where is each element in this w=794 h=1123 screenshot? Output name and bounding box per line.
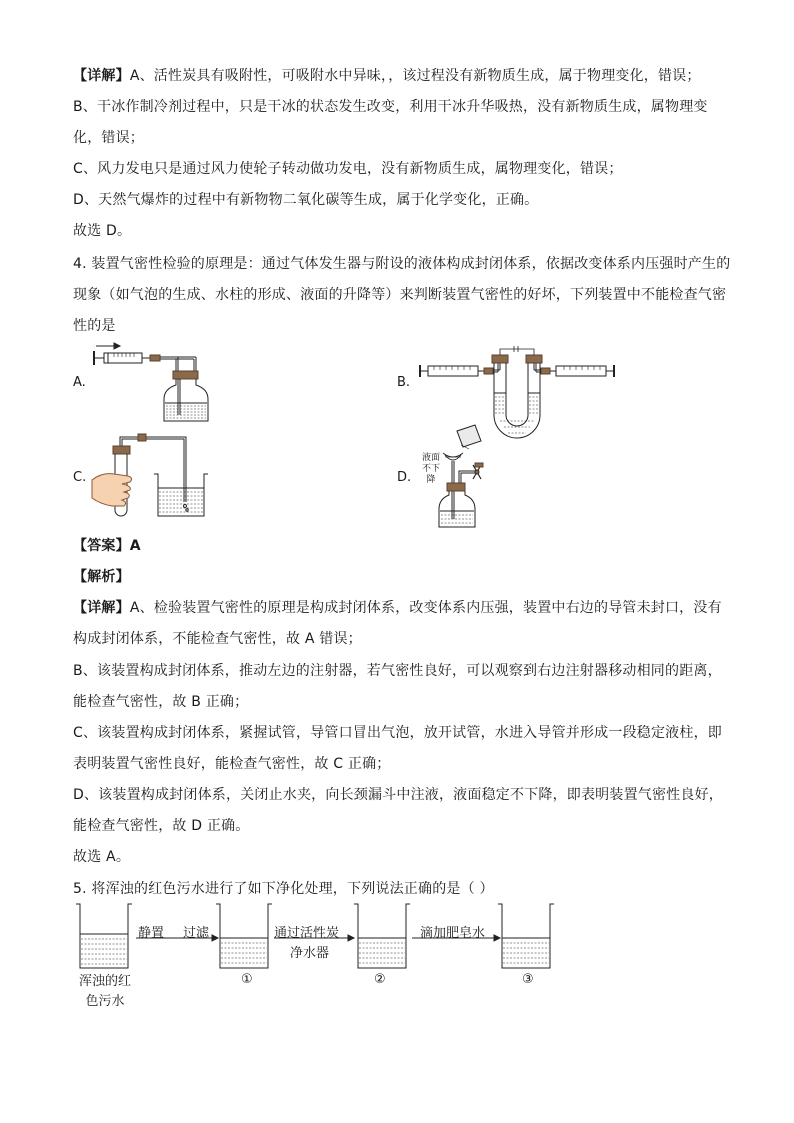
q4-detail-line7: D、该装置构成封闭体系，关闭止水夹，向长颈漏斗中注液，液面稳定不下降，即表明装置气密性良好， — [73, 787, 723, 803]
detail-text: A、活性炭具有吸附性，可吸附水中异味，，该过程没有新物质生成，属于物理变化，错误； — [129, 68, 701, 84]
q4-detail-line4: 能检查气密性，故 B 正确； — [73, 694, 249, 710]
q4-detail-line8: 能检查气密性，故 D 正确。 — [73, 818, 250, 834]
option-c-label: C. — [73, 470, 87, 485]
q3-detail-line5: D、天然气爆炸的过程中有新物物二氧化碳等生成，属于化学变化，正确。 — [73, 192, 539, 208]
q4-detail-line2: 构成封闭体系，不能检查气密性，故 A 错误； — [73, 631, 362, 647]
source-label-line1: 浑浊的红 — [78, 974, 131, 989]
figure-c-test-tube-beaker — [92, 432, 212, 522]
q4-stem-line2: 现象（如气泡的生成、水柱的形成、液面的升降等）来判断装置气密性的好坏，下列装置中不能检查气密 — [73, 287, 727, 303]
q3-conclusion: 故选 D。 — [73, 223, 132, 239]
q3-detail-line2: B、干冰作制冷剂过程中，只是干冰的状态发生改变，利用干冰升华吸热，没有新物质生成，属物理变 — [73, 99, 708, 115]
detail-tag: 【详解】 — [73, 68, 130, 84]
q4-detail-line5: C、该装置构成封闭体系，紧握试管，导管口冒出气泡，放开试管，水进入导管并形成一段稳定液柱，即 — [73, 725, 722, 741]
q4-detail-line3: B、该装置构成封闭体系，推动左边的注射器，若气密性良好，可以观察到右边注射器移动相同的距离， — [73, 663, 722, 679]
q4-detail-line1 — [73, 598, 722, 618]
q4-analysis-heading: 【解析】 — [73, 569, 130, 585]
source-label-line2: 色污水 — [85, 994, 125, 1009]
step1-label-b: 过滤 — [183, 926, 210, 941]
detail-text: A、检验装置气密性的原理是构成封闭体系，改变体系内压强，装置中右边的导管未封口，没有 — [129, 600, 722, 616]
figure-d-text-2: 不下降 — [421, 464, 440, 485]
q4-stem-line3: 性的是 — [73, 318, 116, 334]
q4-stem-line1: 4. 装置气密性检验的原理是：通过气体发生器与附设的液体构成封闭体系，依据改变体系内压强时产生的 — [73, 256, 731, 272]
q3-detail-line1 — [73, 66, 701, 86]
detail-tag: 【详解】 — [73, 600, 130, 616]
q3-detail-line3: 化，错误； — [73, 130, 144, 146]
option-b-label: B. — [397, 375, 411, 390]
beaker-3-label: ③ — [522, 972, 534, 987]
step2-label-a: 通过活性炭 — [274, 926, 340, 941]
q3-detail-line4: C、风力发电只是通过风力使轮子转动做功发电，没有新物质生成，属物理变化，错误； — [73, 161, 623, 177]
q4-conclusion: 故选 A。 — [73, 849, 131, 865]
beaker-2-label: ② — [374, 972, 386, 987]
source-label — [74, 972, 136, 1012]
step1-label-a: 静置 — [138, 926, 165, 941]
option-d-label: D. — [397, 470, 412, 485]
figure-d-text-1: 液面 — [421, 453, 440, 463]
step2-label-b: 净水器 — [290, 946, 330, 961]
q5-stem: 5. 将浑浊的红色污水进行了如下净化处理，下列说法正确的是（ ） — [73, 881, 494, 897]
beaker-1-label: ① — [241, 972, 253, 987]
figure-a-syringe-bottle — [90, 343, 230, 423]
q4-detail-line6: 表明装置气密性良好，能检查气密性，故 C 正确； — [73, 756, 391, 772]
figure-d-annotation — [418, 453, 444, 486]
step3-label: 滴加肥皂水 — [420, 926, 486, 941]
option-a-label: A. — [73, 375, 86, 390]
q4-answer: 【答案】A — [73, 538, 141, 554]
